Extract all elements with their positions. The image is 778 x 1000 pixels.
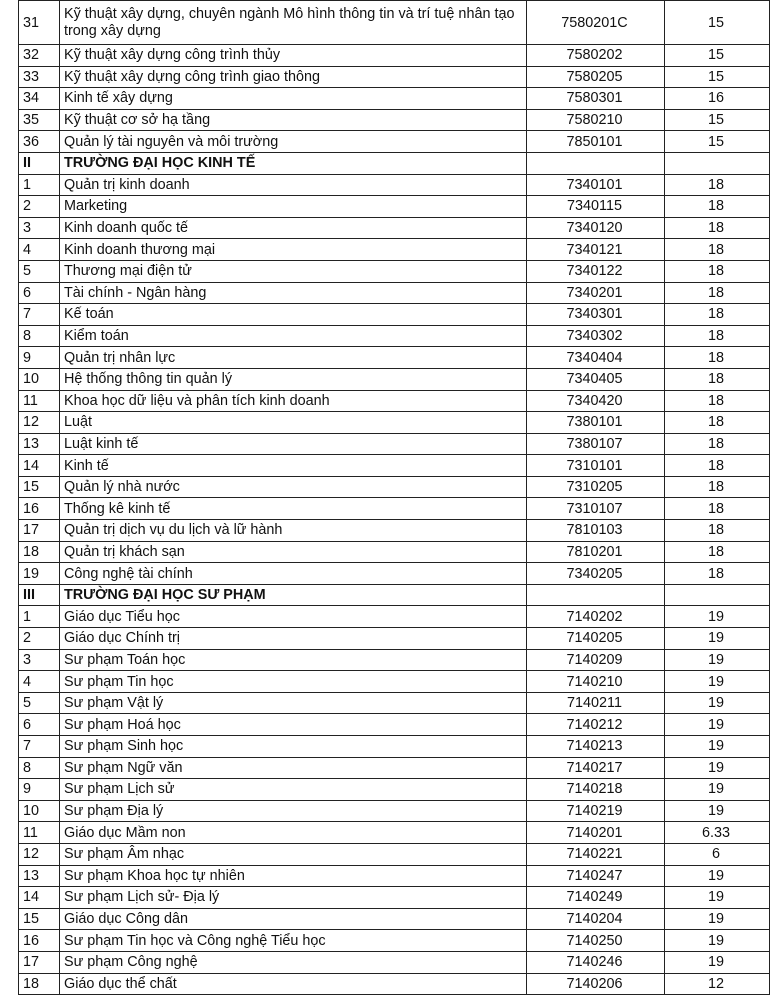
program-code: 7340302 [527,325,665,347]
program-code: 7340301 [527,304,665,326]
cutoff-score: 15 [665,66,770,88]
cutoff-score: 18 [665,412,770,434]
table-row [19,498,770,520]
cutoff-score: 18 [665,196,770,218]
table-row [19,822,770,844]
row-number: 18 [19,541,60,563]
row-number: 31 [19,1,60,45]
program-name: Sư phạm Tin học [60,671,527,693]
program-code: 7380107 [527,433,665,455]
table-row [19,174,770,196]
program-name: Sư phạm Lịch sử [60,779,527,801]
row-number: 6 [19,714,60,736]
program-name: Giáo dục thể chất [60,973,527,995]
program-name: Kỹ thuật xây dựng công trình giao thông [60,66,527,88]
row-number: 6 [19,282,60,304]
program-name: Sư phạm Lịch sử- Địa lý [60,887,527,909]
table-row [19,541,770,563]
table-row [19,606,770,628]
row-number: 17 [19,951,60,973]
program-code: 7580202 [527,45,665,67]
row-number: 2 [19,196,60,218]
program-name: Giáo dục Tiểu học [60,606,527,628]
table-row [19,131,770,153]
program-code: 7340205 [527,563,665,585]
program-code: 7810201 [527,541,665,563]
row-number: 11 [19,822,60,844]
program-code: 7140210 [527,671,665,693]
table-row [19,196,770,218]
table-row [19,1,770,45]
program-name: Khoa học dữ liệu và phân tích kinh doanh [60,390,527,412]
cutoff-score: 18 [665,304,770,326]
program-name: Luật [60,412,527,434]
table-row [19,217,770,239]
row-number: 18 [19,973,60,995]
program-code: 7850101 [527,131,665,153]
cutoff-score: 18 [665,239,770,261]
program-code: 7140212 [527,714,665,736]
program-name: Quản trị nhân lực [60,347,527,369]
row-number: 9 [19,779,60,801]
row-number: 10 [19,368,60,390]
program-name: Quản trị dịch vụ du lịch và lữ hành [60,520,527,542]
program-name: Quản trị kinh doanh [60,174,527,196]
table-row [19,800,770,822]
section-title: TRƯỜNG ĐẠI HỌC SƯ PHẠM [60,584,527,606]
table-row [19,779,770,801]
row-number: 1 [19,174,60,196]
program-code: 7140201 [527,822,665,844]
cutoff-score: 19 [665,951,770,973]
row-number: 4 [19,239,60,261]
table-row [19,455,770,477]
admission-score-table [18,0,770,995]
cutoff-score: 18 [665,325,770,347]
section-score-empty [665,152,770,174]
row-number: 3 [19,649,60,671]
table-row [19,347,770,369]
row-number: 34 [19,88,60,110]
row-number: 17 [19,520,60,542]
table-row [19,433,770,455]
program-code: 7340120 [527,217,665,239]
row-number: 7 [19,304,60,326]
cutoff-score: 19 [665,800,770,822]
cutoff-score: 6 [665,843,770,865]
row-number: 4 [19,671,60,693]
cutoff-score: 6.33 [665,822,770,844]
cutoff-score: 15 [665,45,770,67]
section-header-row [19,584,770,606]
cutoff-score: 18 [665,347,770,369]
cutoff-score: 18 [665,260,770,282]
program-code: 7140204 [527,908,665,930]
table-body [19,1,770,995]
row-number: 9 [19,347,60,369]
cutoff-score: 18 [665,541,770,563]
row-number: 14 [19,455,60,477]
program-code: 7140249 [527,887,665,909]
row-number: 36 [19,131,60,153]
cutoff-score: 19 [665,736,770,758]
row-number: 12 [19,412,60,434]
row-number: 7 [19,736,60,758]
program-code: 7140205 [527,628,665,650]
program-name: Kỹ thuật xây dựng công trình thủy [60,45,527,67]
row-number: 15 [19,476,60,498]
program-name: Sư phạm Âm nhạc [60,843,527,865]
program-code: 7580210 [527,109,665,131]
cutoff-score: 18 [665,498,770,520]
cutoff-score: 15 [665,131,770,153]
cutoff-score: 19 [665,671,770,693]
row-number: 5 [19,260,60,282]
program-code: 7140218 [527,779,665,801]
program-name: Thống kê kinh tế [60,498,527,520]
row-number: 10 [19,800,60,822]
program-name: Luật kinh tế [60,433,527,455]
table-row [19,109,770,131]
table-row [19,865,770,887]
cutoff-score: 18 [665,455,770,477]
cutoff-score: 19 [665,865,770,887]
table-row [19,973,770,995]
program-code: 7140221 [527,843,665,865]
table-row [19,563,770,585]
table-row [19,843,770,865]
program-code: 7580205 [527,66,665,88]
cutoff-score: 19 [665,714,770,736]
program-code: 7340115 [527,196,665,218]
program-name: Sư phạm Toán học [60,649,527,671]
program-code: 7140209 [527,649,665,671]
program-name: Sư phạm Ngữ văn [60,757,527,779]
program-name: Sư phạm Công nghệ [60,951,527,973]
cutoff-score: 18 [665,433,770,455]
section-number: III [19,584,60,606]
table-row [19,714,770,736]
program-code: 7140211 [527,692,665,714]
program-name: Quản lý tài nguyên và môi trường [60,131,527,153]
program-code: 7140246 [527,951,665,973]
program-code: 7340101 [527,174,665,196]
program-name: Kỹ thuật xây dựng, chuyên ngành Mô hình thông tin và trí tuệ nhân tạo trong xây dựng [60,1,527,45]
program-code: 7140247 [527,865,665,887]
program-name: Kỹ thuật cơ sở hạ tầng [60,109,527,131]
row-number: 3 [19,217,60,239]
cutoff-score: 19 [665,779,770,801]
table-row [19,412,770,434]
cutoff-score: 15 [665,109,770,131]
cutoff-score: 19 [665,930,770,952]
program-name: Sư phạm Vật lý [60,692,527,714]
cutoff-score: 19 [665,908,770,930]
program-code: 7140219 [527,800,665,822]
table-row [19,282,770,304]
program-code: 7340420 [527,390,665,412]
table-row [19,951,770,973]
row-number: 15 [19,908,60,930]
table-row [19,66,770,88]
cutoff-score: 19 [665,628,770,650]
program-code: 7140217 [527,757,665,779]
program-code: 7140250 [527,930,665,952]
program-code: 7140213 [527,736,665,758]
program-code: 7140202 [527,606,665,628]
table-row [19,930,770,952]
program-name: Tài chính - Ngân hàng [60,282,527,304]
program-code: 7580301 [527,88,665,110]
program-name: Hệ thống thông tin quản lý [60,368,527,390]
program-code: 7810103 [527,520,665,542]
program-name: Kinh doanh quốc tế [60,217,527,239]
cutoff-score: 16 [665,88,770,110]
program-name: Giáo dục Chính trị [60,628,527,650]
row-number: 35 [19,109,60,131]
table-row [19,736,770,758]
cutoff-score: 19 [665,606,770,628]
program-code: 7340121 [527,239,665,261]
row-number: 8 [19,325,60,347]
row-number: 1 [19,606,60,628]
table-row [19,260,770,282]
cutoff-score: 15 [665,1,770,45]
row-number: 19 [19,563,60,585]
program-code: 7310205 [527,476,665,498]
row-number: 13 [19,433,60,455]
program-name: Kinh doanh thương mại [60,239,527,261]
program-name: Sư phạm Tin học và Công nghệ Tiểu học [60,930,527,952]
table-row [19,887,770,909]
row-number: 33 [19,66,60,88]
program-code: 7380101 [527,412,665,434]
cutoff-score: 19 [665,692,770,714]
program-code: 7340122 [527,260,665,282]
section-number: II [19,152,60,174]
cutoff-score: 18 [665,217,770,239]
program-name: Giáo dục Công dân [60,908,527,930]
program-name: Sư phạm Khoa học tự nhiên [60,865,527,887]
section-title: TRƯỜNG ĐẠI HỌC KINH TẾ [60,152,527,174]
row-number: 14 [19,887,60,909]
row-number: 8 [19,757,60,779]
program-name: Sư phạm Hoá học [60,714,527,736]
table-row [19,692,770,714]
table-row [19,88,770,110]
cutoff-score: 18 [665,282,770,304]
program-name: Kế toán [60,304,527,326]
row-number: 13 [19,865,60,887]
row-number: 16 [19,498,60,520]
table-row [19,304,770,326]
table-row [19,368,770,390]
program-name: Công nghệ tài chính [60,563,527,585]
table-row [19,325,770,347]
table-row [19,390,770,412]
cutoff-score: 18 [665,476,770,498]
table-row [19,628,770,650]
table-row [19,476,770,498]
cutoff-score: 18 [665,563,770,585]
program-code: 7140206 [527,973,665,995]
row-number: 2 [19,628,60,650]
program-name: Sư phạm Sinh học [60,736,527,758]
program-name: Kinh tế xây dựng [60,88,527,110]
section-code-empty [527,584,665,606]
row-number: 12 [19,843,60,865]
cutoff-score: 12 [665,973,770,995]
program-name: Marketing [60,196,527,218]
cutoff-score: 18 [665,368,770,390]
program-code: 7580201C [527,1,665,45]
program-code: 7340404 [527,347,665,369]
table-row [19,757,770,779]
section-score-empty [665,584,770,606]
cutoff-score: 18 [665,174,770,196]
program-name: Kinh tế [60,455,527,477]
table-row [19,520,770,542]
table-row [19,239,770,261]
program-code: 7340201 [527,282,665,304]
cutoff-score: 18 [665,390,770,412]
row-number: 32 [19,45,60,67]
row-number: 5 [19,692,60,714]
row-number: 11 [19,390,60,412]
cutoff-score: 18 [665,520,770,542]
program-name: Quản trị khách sạn [60,541,527,563]
table-row [19,671,770,693]
cutoff-score: 19 [665,649,770,671]
table-row [19,908,770,930]
program-name: Quản lý nhà nước [60,476,527,498]
program-code: 7340405 [527,368,665,390]
program-name: Giáo dục Mầm non [60,822,527,844]
program-code: 7310107 [527,498,665,520]
section-code-empty [527,152,665,174]
program-name: Kiểm toán [60,325,527,347]
section-header-row [19,152,770,174]
program-name: Thương mại điện tử [60,260,527,282]
table-row [19,45,770,67]
program-code: 7310101 [527,455,665,477]
cutoff-score: 19 [665,757,770,779]
table-row [19,649,770,671]
row-number: 16 [19,930,60,952]
program-name: Sư phạm Địa lý [60,800,527,822]
cutoff-score: 19 [665,887,770,909]
